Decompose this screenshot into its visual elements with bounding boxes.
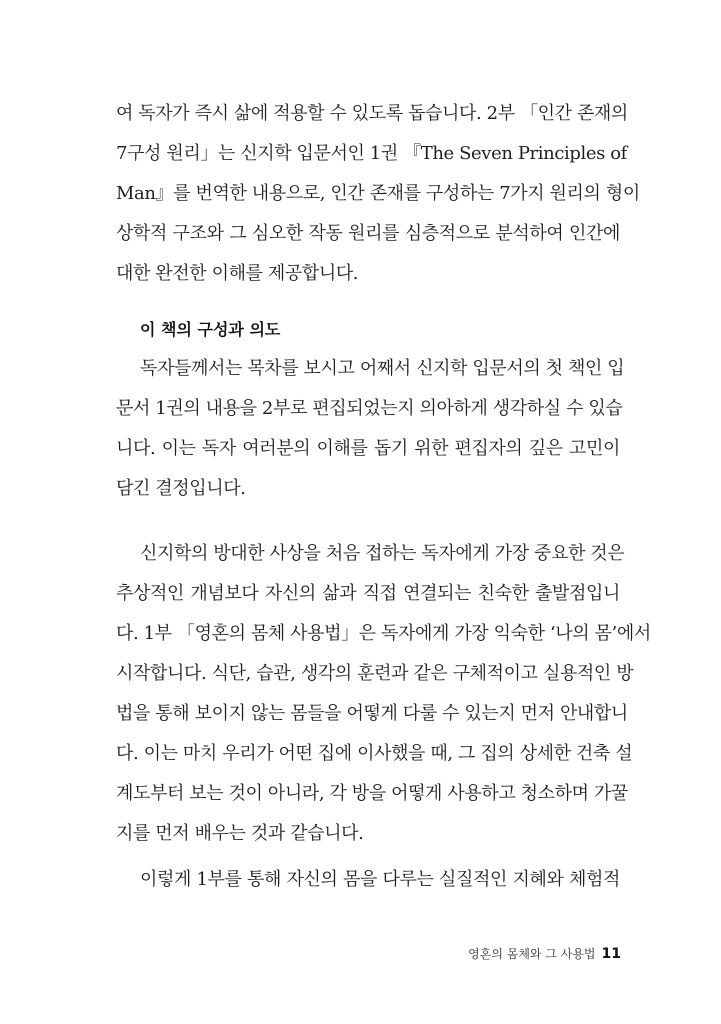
body-text-line: 독자들께서는 목차를 보시고 어째서 신지학 입문서의 첫 책인 입: [140, 358, 625, 379]
body-text-line: 다. 1부 「영혼의 몸체 사용법」은 독자에게 가장 익숙한 ‘나의 몸’에서: [116, 623, 651, 644]
body-text-line: 시작합니다. 식단, 습관, 생각의 훈련과 같은 구체적이고 실용적인 방: [116, 663, 634, 684]
section-heading: 이 책의 구성과 의도: [140, 320, 281, 339]
body-text-line: 지를 먼저 배우는 것과 같습니다.: [116, 823, 364, 844]
body-text-line: 담긴 결정입니다.: [116, 478, 246, 499]
body-text-line: 추상적인 개념보다 자신의 삶과 직접 연결되는 친숙한 출발점입니: [116, 583, 620, 604]
body-text-line: 계도부터 보는 것이 아니라, 각 방을 어떻게 사용하고 청소하며 가꿀: [116, 783, 628, 804]
body-text-line: 상학적 구조와 그 심오한 작동 원리를 심층적으로 분석하여 인간에: [116, 223, 620, 244]
body-text-line: 이렇게 1부를 통해 자신의 몸을 다루는 실질적인 지혜와 체험적: [140, 869, 620, 890]
body-text-line: Man』를 번역한 내용으로, 인간 존재를 구성하는 7가지 원리의 형이: [116, 183, 640, 204]
body-text-line: 7구성 원리」는 신지학 입문서인 1권 『The Seven Principles of: [116, 143, 627, 164]
page-number: 11: [601, 946, 621, 962]
body-text-line: 니다. 이는 독자 여러분의 이해를 돕기 위한 편집자의 깊은 고민이: [116, 438, 620, 459]
body-text-line: 문서 1권의 내용을 2부로 편집되었는지 의아하게 생각하실 수 있습: [116, 398, 623, 419]
body-text-line: 여 독자가 즉시 삶에 적용할 수 있도록 돕습니다. 2부 「인간 존재의: [116, 103, 628, 124]
page-footer: [468, 944, 621, 964]
body-text-line: 법을 통해 보이지 않는 몸들을 어떻게 다룰 수 있는지 먼저 안내합니: [116, 703, 628, 724]
running-title: 영혼의 몸체와 그 사용법: [468, 947, 596, 961]
body-text-line: 신지학의 방대한 사상을 처음 접하는 독자에게 가장 중요한 것은: [140, 543, 625, 564]
body-text-line: 대한 완전한 이해를 제공합니다.: [116, 263, 359, 284]
body-text-line: 다. 이는 마치 우리가 어떤 집에 이사했을 때, 그 집의 상세한 건축 설: [116, 743, 633, 764]
